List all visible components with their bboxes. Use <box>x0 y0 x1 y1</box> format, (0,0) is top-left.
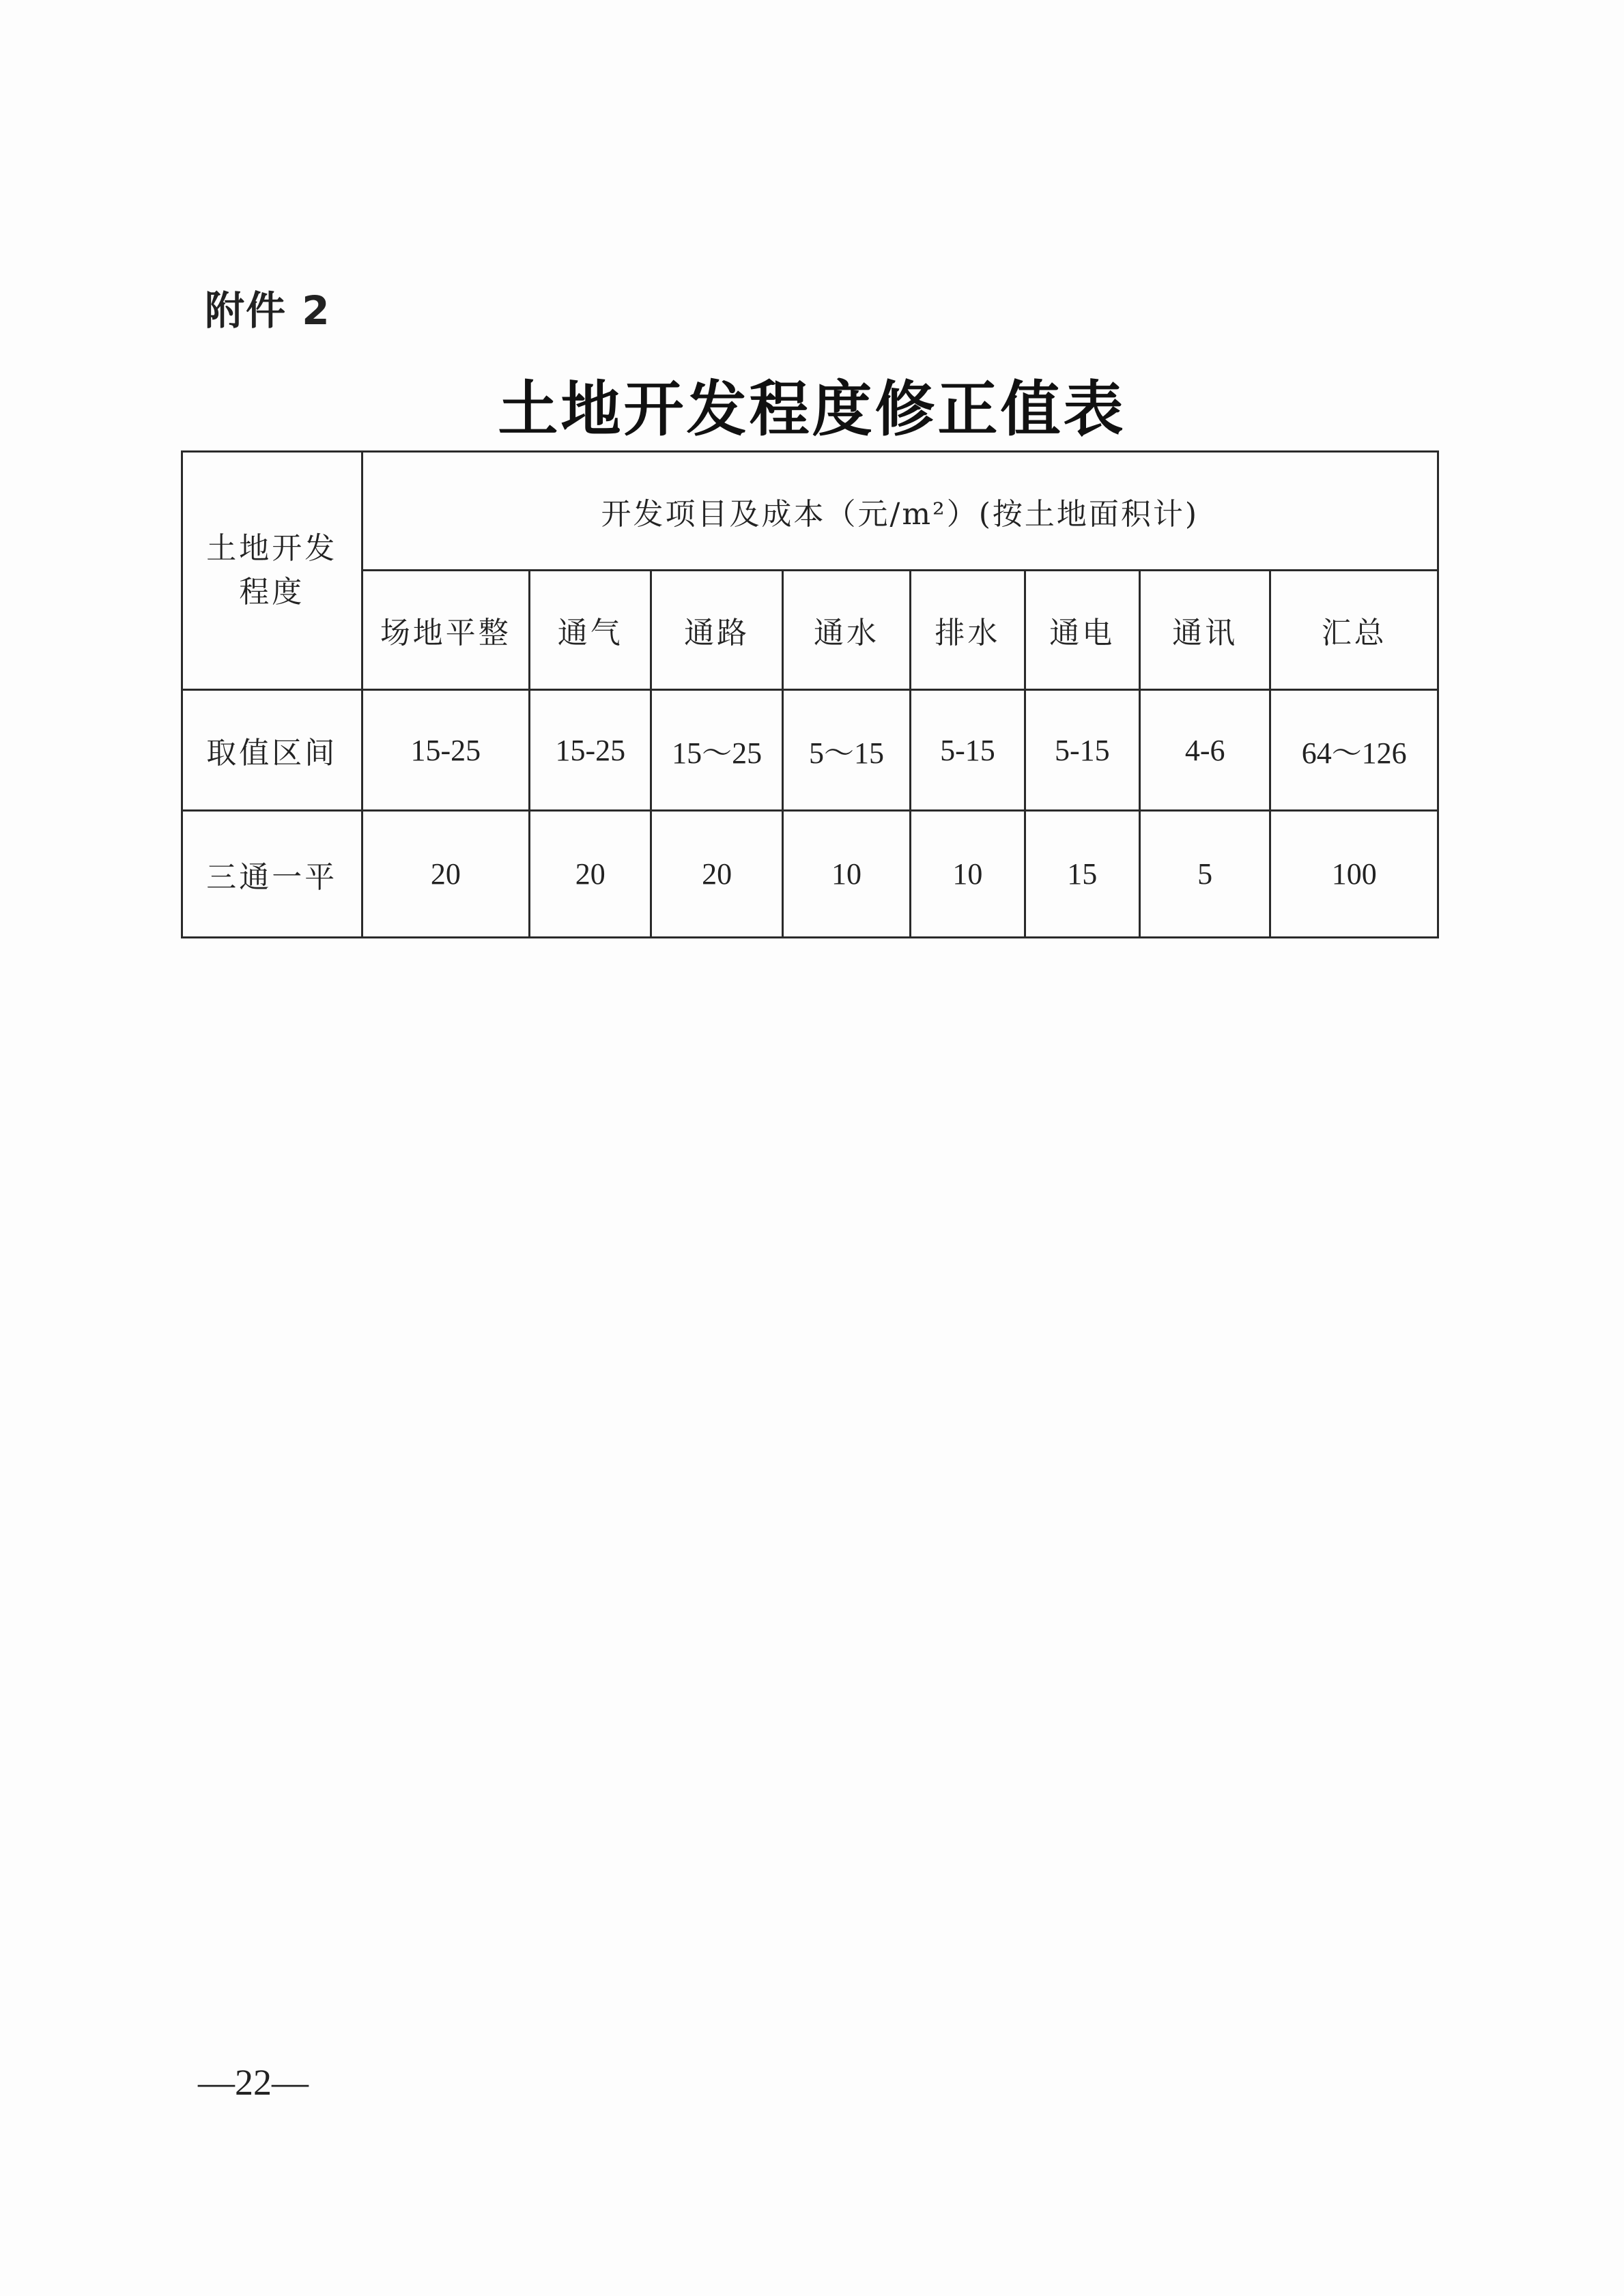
column-header: 汇总 <box>1270 571 1438 690</box>
table-cell: 100 <box>1270 811 1438 938</box>
table-cell: 10 <box>782 811 910 938</box>
column-header: 通电 <box>1025 571 1139 690</box>
table-cell: 20 <box>362 811 530 938</box>
table-cell: 15-25 <box>362 690 530 811</box>
column-header-row <box>182 571 1438 690</box>
group-header-cell: 开发项目及成本（元/m²）(按土地面积计) <box>362 452 1438 571</box>
column-header: 通路 <box>651 571 782 690</box>
table-cell: 5～15 <box>782 690 910 811</box>
column-header: 通水 <box>782 571 910 690</box>
attachment-label: 附件 2 <box>205 287 331 334</box>
table-cell: 15 <box>1025 811 1139 938</box>
column-header: 通讯 <box>1139 571 1270 690</box>
row-label: 三通一平 <box>182 811 362 938</box>
table-cell: 15-25 <box>530 690 651 811</box>
table-cell: 20 <box>651 811 782 938</box>
table-cell: 5 <box>1139 811 1270 938</box>
table-row <box>182 690 1438 811</box>
table-cell: 64～126 <box>1270 690 1438 811</box>
column-header: 场地平整 <box>362 571 530 690</box>
table-cell: 4-6 <box>1139 690 1270 811</box>
table-row <box>182 811 1438 938</box>
row-header-cell <box>182 452 362 690</box>
document-title: 土地开发程度修正值表 <box>498 373 1126 444</box>
table-cell: 20 <box>530 811 651 938</box>
table-cell: 5-15 <box>911 690 1025 811</box>
table-cell: 5-15 <box>1025 690 1139 811</box>
page-number: —22— <box>198 2062 309 2103</box>
table-cell: 10 <box>911 811 1025 938</box>
column-header: 排水 <box>911 571 1025 690</box>
correction-table <box>181 450 1439 938</box>
column-header: 通气 <box>530 571 651 690</box>
table-cell: 15～25 <box>651 690 782 811</box>
row-label: 取值区间 <box>182 690 362 811</box>
row-header-text: 土地开发程度 <box>206 531 338 609</box>
table-header-row <box>182 452 1438 571</box>
